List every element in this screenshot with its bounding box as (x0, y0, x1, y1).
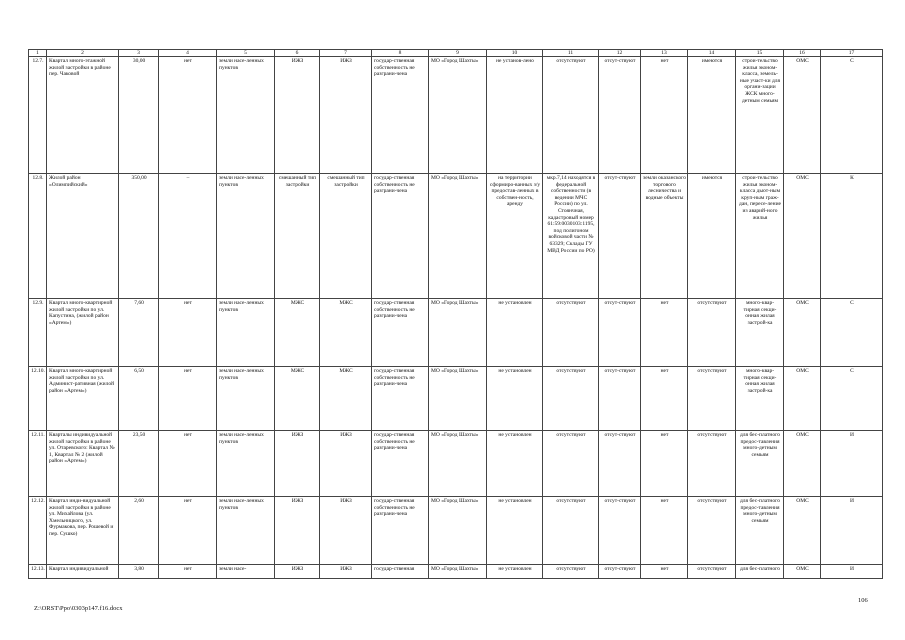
table-row (29, 497, 883, 565)
table-cell-col-16: ОМС (784, 565, 821, 579)
table-cell-col-7: ИЖЗ (320, 497, 372, 565)
table-cell-col-14: отсутствуют (688, 431, 736, 497)
table-cell-col-4: нет (159, 431, 217, 497)
table-cell-col-12: отсут-ствуют (599, 57, 641, 174)
table-cell-col-5: земли насе-ленных пунктов (217, 497, 275, 565)
table-cell-col-4: нет (159, 57, 217, 174)
table-cell-col-7: ИЖЗ (320, 57, 372, 174)
table-cell-col-10: не установлен (487, 431, 543, 497)
table-cell-col-2: Квартал много-этажной жилой застройки в районе пер. Чаковой (47, 57, 119, 174)
table-cell-col-9: МО «Город Шахты» (429, 174, 487, 299)
table-cell-col-13: нет (641, 299, 688, 367)
footer-file-path: Z:\ORST\Ppo\0303p147.f16.docx (34, 605, 123, 612)
table-cell-col-7: МЖС (320, 367, 372, 431)
table-cell-col-14: имеются (688, 57, 736, 174)
table-cell-col-4: нет (159, 497, 217, 565)
table-cell-col-17: С (821, 367, 883, 431)
table-row (29, 57, 883, 174)
table-cell-col-3: 3,80 (119, 565, 159, 579)
table-cell-col-12: отсут-ствуют (599, 431, 641, 497)
table-cell-col-3: 2,60 (119, 497, 159, 565)
table-cell-col-2: Квартал инди-видуальной жилой застройки в районе ул. Михайлова (ул. Хмельницкого, ул. Фурмакова, пер. Рошевой и пер. Сушко) (47, 497, 119, 565)
table-cell-col-1: 12.11. (29, 431, 47, 497)
table-cell-col-12: отсут-ствуют (599, 497, 641, 565)
table-cell-col-1: 12.12. (29, 497, 47, 565)
table-cell-col-15: много-квар-тирная секци-онная жилая застрой-ка (736, 299, 784, 367)
table-cell-col-16: ОМС (784, 174, 821, 299)
table-cell-col-10: не установлен (487, 299, 543, 367)
table-cell-col-4: – (159, 174, 217, 299)
table-cell-col-13: нет (641, 497, 688, 565)
table-cell-col-12: отсут-ствуют (599, 367, 641, 431)
column-number-8: 8 (372, 50, 429, 57)
table-cell-col-2: Квартал индивидуальной (47, 565, 119, 579)
table-cell-col-10: на территории сформиро-ванных з/у предостав-ленных в собствен-ность, аренду (487, 174, 543, 299)
document-table (28, 49, 883, 579)
table-cell-col-9: МО «Город Шахты» (429, 57, 487, 174)
table-cell-col-17: И (821, 565, 883, 579)
table-cell-col-11: отсутствуют (543, 565, 599, 579)
table-cell-col-5: земли насе-ленных пунктов (217, 431, 275, 497)
table-cell-col-8: государ-ственная собственность не разграни-чена (372, 299, 429, 367)
table-cell-col-9: МО «Город Шахты» (429, 367, 487, 431)
table-cell-col-8: государ-ственная собственность не разграни-чена (372, 431, 429, 497)
column-number-2: 2 (47, 50, 119, 57)
table-cell-col-13: земли оказанского торгового лесничества и водные объекты (641, 174, 688, 299)
table-cell-col-3: 23,50 (119, 431, 159, 497)
table-cell-col-7: ИЖЗ (320, 431, 372, 497)
table-cell-col-13: нет (641, 367, 688, 431)
table-cell-col-12: отсут-ствуют (599, 299, 641, 367)
table-cell-col-1: 12.10. (29, 367, 47, 431)
table-cell-col-2: Кварталы индивидуальной жилой застройки в районе ул. Отаревского: Квартал № 1, Квартал № 2 (жилой район «Артем») (47, 431, 119, 497)
table-cell-col-13: нет (641, 565, 688, 579)
table-cell-col-14: отсутствуют (688, 497, 736, 565)
table-cell-col-9: МО «Город Шахты» (429, 497, 487, 565)
table-cell-col-13: нет (641, 57, 688, 174)
table-cell-col-8: государ-ственная собственность не разграни-чена (372, 57, 429, 174)
table-cell-col-16: ОМС (784, 57, 821, 174)
column-number-13: 13 (641, 50, 688, 57)
table-cell-col-3: 7,60 (119, 299, 159, 367)
table-cell-col-15: много-квар-тирная секци-онная жилая застрой-ка (736, 367, 784, 431)
table-cell-col-2: Квартал много-квартирной жилой застройки по ул. Капустина, (жилой район «Артем») (47, 299, 119, 367)
table-row (29, 367, 883, 431)
table-cell-col-3: 6,50 (119, 367, 159, 431)
table-cell-col-1: 12.13. (29, 565, 47, 579)
page-number: 106 (858, 597, 868, 604)
table-cell-col-6: ИЖЗ (275, 57, 320, 174)
table-cell-col-16: ОМС (784, 497, 821, 565)
table-cell-col-8: государ-ственная (372, 565, 429, 579)
table-cell-col-6: МЖС (275, 367, 320, 431)
table-cell-col-16: ОМС (784, 431, 821, 497)
table-cell-col-3: 30,00 (119, 57, 159, 174)
table-cell-col-11: отсутствуют (543, 57, 599, 174)
table-cell-col-4: нет (159, 299, 217, 367)
table-cell-col-9: МО «Город Шахты» (429, 565, 487, 579)
table-cell-col-6: смешанный тип застройки (275, 174, 320, 299)
column-number-4: 4 (159, 50, 217, 57)
table-cell-col-13: нет (641, 431, 688, 497)
table-cell-col-17: К (821, 174, 883, 299)
table-cell-col-10: не установлен (487, 367, 543, 431)
table-cell-col-9: МО «Город Шахты» (429, 431, 487, 497)
column-number-11: 11 (543, 50, 599, 57)
table-cell-col-6: ИЖЗ (275, 497, 320, 565)
column-number-15: 15 (736, 50, 784, 57)
table-cell-col-6: МЖС (275, 299, 320, 367)
table-cell-col-15: строи-тельство жилья эконом-класса, земель-ные участ-ки для органи-зации ЖСК много-детным семьям (736, 57, 784, 174)
table-cell-col-1: 12.9. (29, 299, 47, 367)
table-cell-col-11: отсутствуют (543, 367, 599, 431)
table-cell-col-15: строи-тельство жилья эконом-класса дыот-ным круп-ным граж-дан, пересе-ление из аварий-ного жилья (736, 174, 784, 299)
table-cell-col-4: нет (159, 565, 217, 579)
column-number-6: 6 (275, 50, 320, 57)
table-cell-col-17: С (821, 299, 883, 367)
table-cell-col-14: имеются (688, 174, 736, 299)
table-cell-col-8: государ-ственная собственность не разграни-чена (372, 367, 429, 431)
table-cell-col-1: 12.7. (29, 57, 47, 174)
table-cell-col-2: Жилой район «Олимпийский» (47, 174, 119, 299)
table-cell-col-8: государ-ственная собственность не разграни-чена (372, 497, 429, 565)
table-cell-col-2: Квартал много-квартирной жилой застройки по ул. Админист-ративная (жилой район «Артем») (47, 367, 119, 431)
table-cell-col-7: ИЖЗ (320, 565, 372, 579)
column-number-7: 7 (320, 50, 372, 57)
table-cell-col-12: отсут-ствуют (599, 565, 641, 579)
column-number-16: 16 (784, 50, 821, 57)
table-cell-col-7: МЖС (320, 299, 372, 367)
table-cell-col-15: для бес-платного (736, 565, 784, 579)
table-cell-col-11: отсутствуют (543, 497, 599, 565)
table-cell-col-15: для бес-платного предос-тавления много-детным семьям (736, 431, 784, 497)
table-cell-col-12: отсут-ствуют (599, 174, 641, 299)
table-row (29, 174, 883, 299)
table-cell-col-3: 350,00 (119, 174, 159, 299)
table-cell-col-9: МО «Город Шахты» (429, 299, 487, 367)
table-cell-col-7: смешанный тип застройки (320, 174, 372, 299)
table-cell-col-11: отсутствуют (543, 299, 599, 367)
table-cell-col-17: С (821, 57, 883, 174)
column-number-3: 3 (119, 50, 159, 57)
table-cell-col-14: отсутствуют (688, 299, 736, 367)
table-cell-col-5: земли насе-ленных пунктов (217, 174, 275, 299)
table-cell-col-14: отсутствуют (688, 367, 736, 431)
table-cell-col-1: 12.8. (29, 174, 47, 299)
column-number-1: 1 (29, 50, 47, 57)
column-number-14: 14 (688, 50, 736, 57)
table-cell-col-5: земли насе-ленных пунктов (217, 299, 275, 367)
table-cell-col-14: отсутствуют (688, 565, 736, 579)
table-cell-col-11: отсутствуют (543, 431, 599, 497)
table-cell-col-17: И (821, 497, 883, 565)
table-cell-col-4: нет (159, 367, 217, 431)
table-cell-col-15: для бес-платного предос-тавления много-детным семьям (736, 497, 784, 565)
table-cell-col-16: ОМС (784, 299, 821, 367)
table-row (29, 565, 883, 579)
table-cell-col-5: земли насе- (217, 565, 275, 579)
table-row (29, 431, 883, 497)
table-cell-col-6: ИЖЗ (275, 565, 320, 579)
table-cell-col-10: не установлен (487, 565, 543, 579)
column-number-10: 10 (487, 50, 543, 57)
table-row (29, 299, 883, 367)
column-number-5: 5 (217, 50, 275, 57)
column-number-17: 17 (821, 50, 883, 57)
table-cell-col-5: земли насе-ленных пунктов (217, 367, 275, 431)
table-cell-col-5: земли насе-ленных пунктов (217, 57, 275, 174)
table-cell-col-17: И (821, 431, 883, 497)
table-cell-col-10: не установ-лено (487, 57, 543, 174)
table-cell-col-8: государ-ственная собственность не разграни-чена (372, 174, 429, 299)
column-number-9: 9 (429, 50, 487, 57)
table-cell-col-10: не установлен (487, 497, 543, 565)
table-header-row (29, 50, 883, 57)
table-cell-col-11: мкр.7,14 находятся в федеральной собственности (в ведении МЧС России) по ул. Стоянчная, кадастровый номер 61:59:0030103:1195, под полигоном войсковой части № 63329; Склады ГУ МВД России по РО) (543, 174, 599, 299)
table-cell-col-6: ИЖЗ (275, 431, 320, 497)
table-cell-col-16: ОМС (784, 367, 821, 431)
column-number-12: 12 (599, 50, 641, 57)
